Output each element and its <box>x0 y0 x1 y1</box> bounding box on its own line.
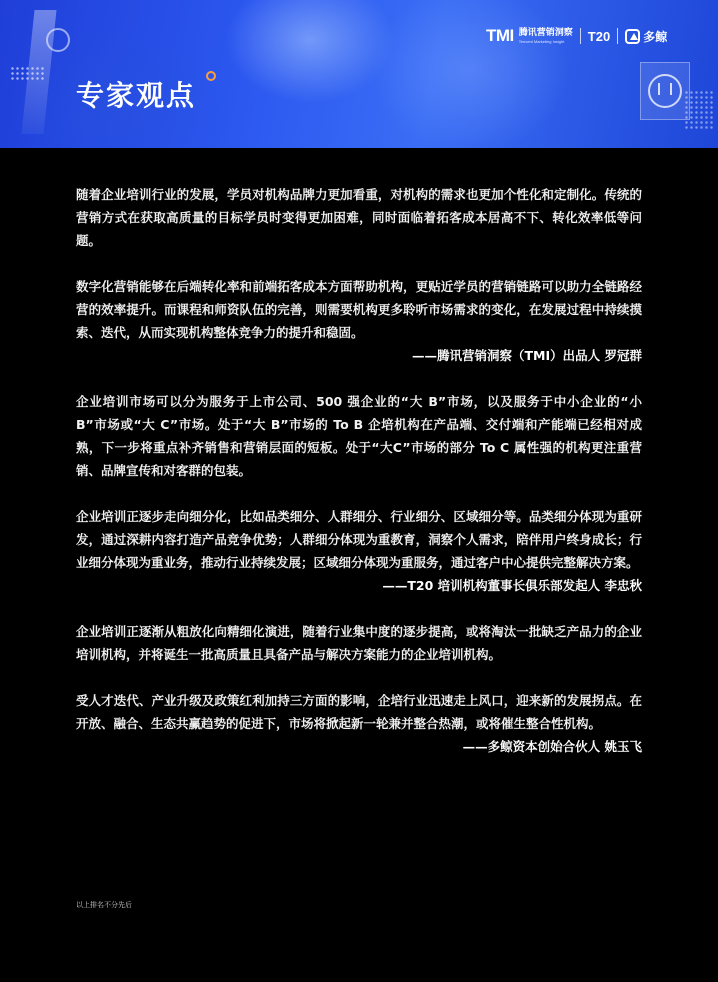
tmi-logo-en: Tencent Marketing Insight <box>518 38 565 44</box>
quote-attribution: ——T20 培训机构董事长俱乐部发起人 李忠秋 <box>382 578 642 593</box>
paragraph: 企业培训正逐步走向细分化，比如品类细分、人群细分、行业细分、区域细分等。品类细分体现为重研发，通过深耕内容打造产品竞争优势；人群细分体现为重教育，洞察个人需求，陪伴用户终身成长；行业细分体现为重业务，推动行业持续发展；区域细分体现为重服务，通过客户中心提供完整解决方案。 <box>76 509 642 570</box>
page-title: 专家观点 <box>76 79 197 112</box>
tmi-logo-cn: 腾讯营销洞察 <box>518 27 573 38</box>
brand-logos <box>486 24 667 48</box>
dot-pattern <box>10 66 44 82</box>
logo-divider <box>617 28 618 44</box>
duojing-logo-icon <box>625 29 640 44</box>
quote-attribution: ——多鲸资本创始合伙人 姚玉飞 <box>462 739 642 754</box>
paragraph: 企业培训正逐渐从粗放化向精细化演进，随着行业集中度的逐步提高，或将淘汰一批缺乏产品力的企业培训机构，并将诞生一批高质量且具备产品与解决方案能力的企业培训机构。 <box>76 624 642 662</box>
tmi-logo: TMI <box>486 26 514 45</box>
t20-logo: T20 <box>587 28 611 44</box>
duojing-logo <box>625 28 667 45</box>
tmi-logo-text <box>519 29 573 44</box>
paragraph: 随着企业培训行业的发展，学员对机构品牌力更加看重，对机构的需求也更加个性化和定制化。传统的营销方式在获取高质量的目标学员时变得更加困难，同时面临着拓客成本居高不下、转化效率低等问题。 <box>76 187 642 248</box>
logo-divider <box>580 28 581 44</box>
gear-icon <box>46 28 70 52</box>
paragraph: 数字化营销能够在后端转化率和前端拓客成本方面帮助机构，更贴近学员的营销链路可以助力全链路经营的效率提升。而课程和师资队伍的完善，则需要机构更多聆听市场需求的变化，在发展过程中持续摸索、迭代，从而实现机构整体竞争力的提升和稳固。 <box>76 279 642 340</box>
header-banner <box>0 0 718 148</box>
ring-icon <box>206 71 216 81</box>
paragraph: 受人才迭代、产业升级及政策红利加持三方面的影响，企培行业迅速走上风口，迎来新的发展拐点。在开放、融合、生态共赢趋势的促进下，市场将掀起新一轮兼并整合热潮，或将催生整合性机构。 <box>76 693 642 731</box>
article-body <box>76 183 642 758</box>
duojing-logo-name: 多鲸 <box>643 29 668 44</box>
footnote: 以上排名不分先后 <box>76 901 132 909</box>
quote-attribution: ——腾讯营销洞察（TMI）出品人 罗冠群 <box>412 348 642 363</box>
pause-circle-icon <box>648 74 682 108</box>
paragraph: 企业培训市场可以分为服务于上市公司、500 强企业的“大 B”市场，以及服务于中小企业的“小 B”市场或“大 C”市场。处于“大 B”市场的 To B 企培机构在产品端、交付端和产能端已经相对成熟，下一步将重点补齐销售和营销层面的短板。处于“大C”市场的部分 To C 属性强的机构更注重营销、品牌宣传和对客群的包装。 <box>76 394 642 478</box>
